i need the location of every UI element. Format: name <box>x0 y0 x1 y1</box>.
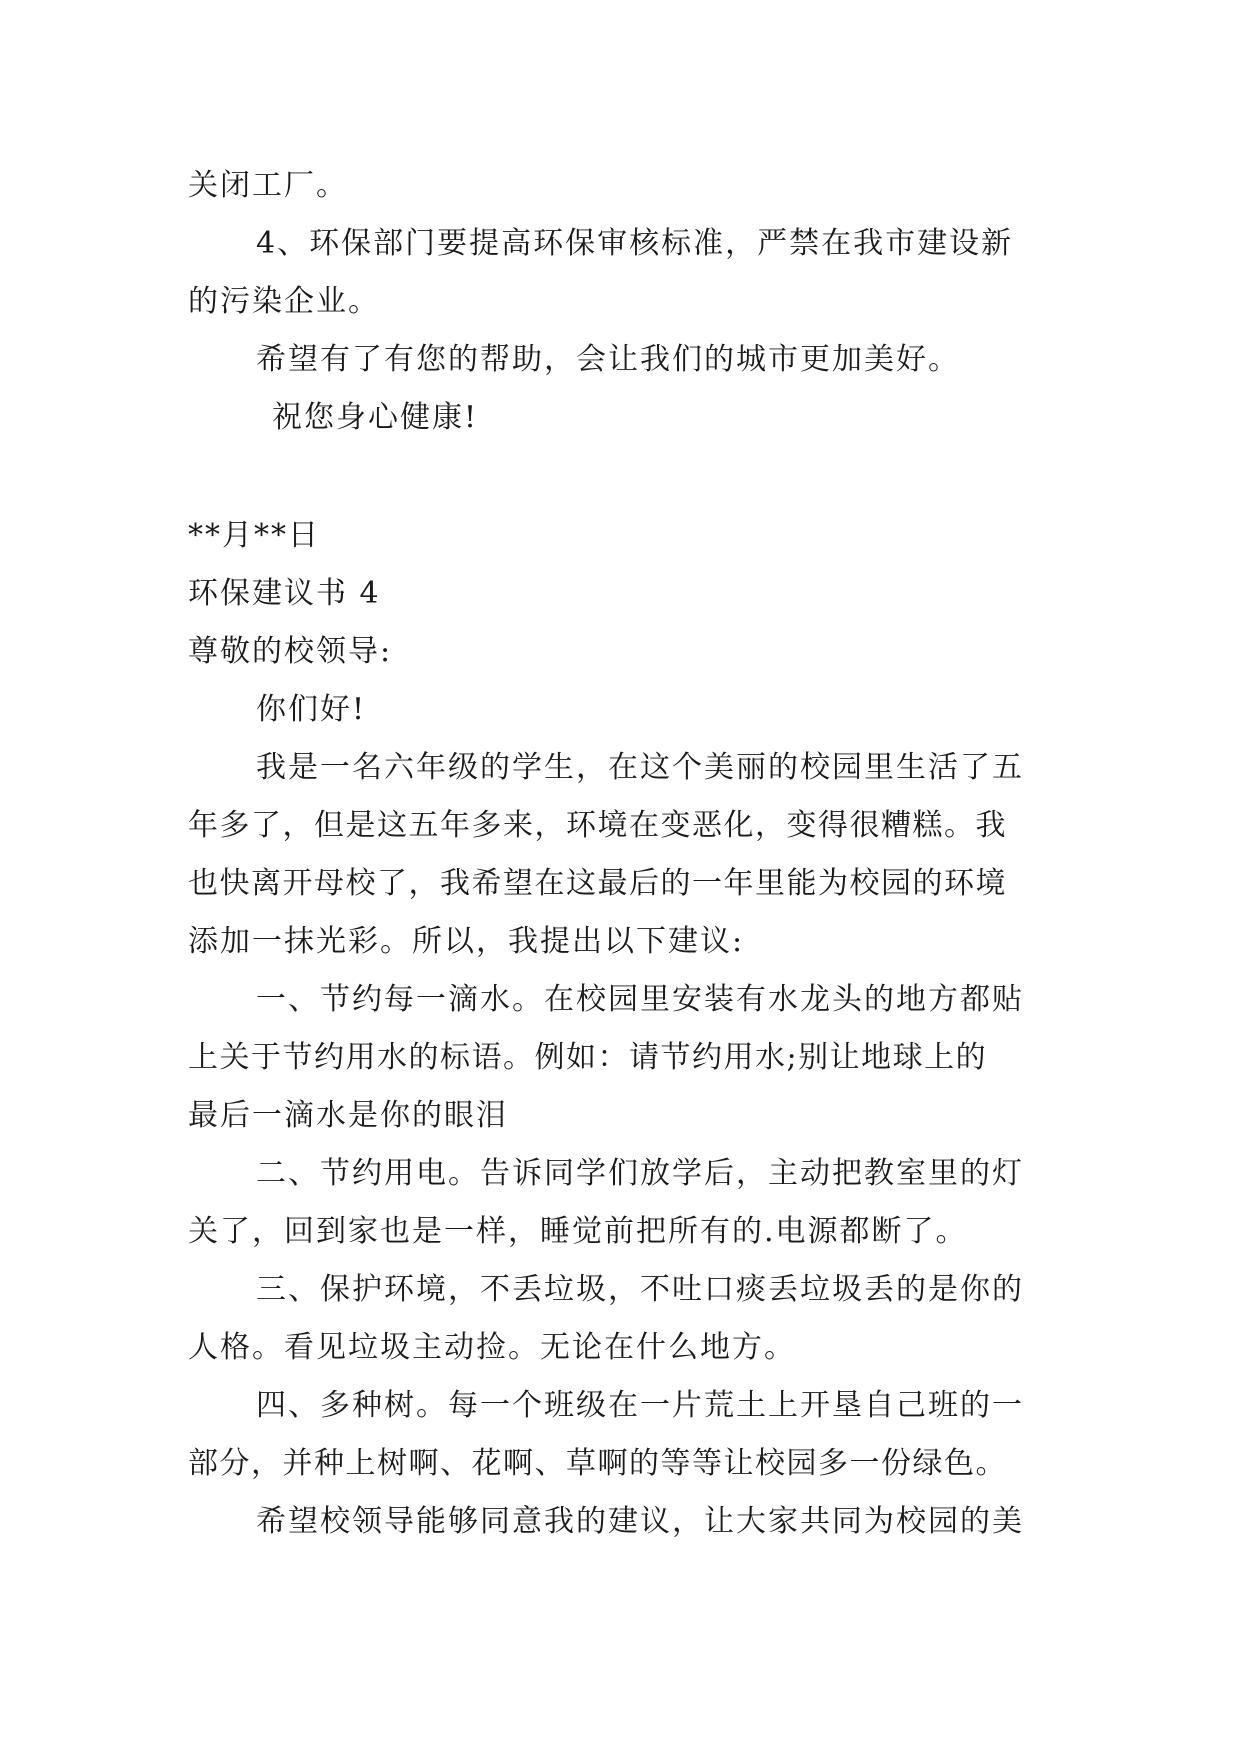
text-line: 关闭工厂。 <box>188 168 348 203</box>
text-line: 最后一滴水是你的眼泪 <box>188 1098 508 1133</box>
text-line: 二、节约用电。告诉同学们放学后，主动把教室里的灯 <box>256 1156 1024 1191</box>
text-line: 四、多种树。每一个班级在一片荒土上开垦自己班的一 <box>256 1388 1024 1423</box>
text-line: 一、节约每一滴水。在校园里安装有水龙头的地方都贴 <box>256 982 1024 1017</box>
closing-greeting: 祝您身心健康! <box>272 400 479 435</box>
text-line: 的污染企业。 <box>188 284 380 319</box>
greeting: 你们好! <box>256 692 367 727</box>
text-line: 人格。看见垃圾主动捡。无论在什么地方。 <box>188 1330 796 1365</box>
text-line: 希望有了有您的帮助，会让我们的城市更加美好。 <box>256 342 960 377</box>
text-line: 上关于节约用水的标语。例如：请节约用水;别让地球上的 <box>188 1040 988 1075</box>
text-line: 部分，并种上树啊、花啊、草啊的等等让校园多一份绿色。 <box>188 1446 1007 1481</box>
section-title: 环保建议书 4 <box>188 576 381 611</box>
text-line: 我是一名六年级的学生，在这个美丽的校园里生活了五 <box>256 750 1024 785</box>
text-line: 关了，回到家也是一样，睡觉前把所有的.电源都断了。 <box>188 1214 968 1249</box>
text-line: 也快离开母校了，我希望在这最后的一年里能为校园的环境 <box>188 866 1007 901</box>
salutation: 尊敬的校领导: <box>188 634 393 669</box>
text-line: 年多了，但是这五年多来，环境在变恶化，变得很糟糕。我 <box>188 808 1007 843</box>
text-line: 添加一抹光彩。所以，我提出以下建议: <box>188 924 745 959</box>
text-line: 希望校领导能够同意我的建议，让大家共同为校园的美 <box>256 1504 1024 1539</box>
date-line: **月**日 <box>188 518 320 553</box>
text-line: 三、保护环境，不丢垃圾，不吐口痰丢垃圾丢的是你的 <box>256 1272 1024 1307</box>
text-line: 4、环保部门要提高环保审核标准，严禁在我市建设新 <box>256 226 1014 261</box>
